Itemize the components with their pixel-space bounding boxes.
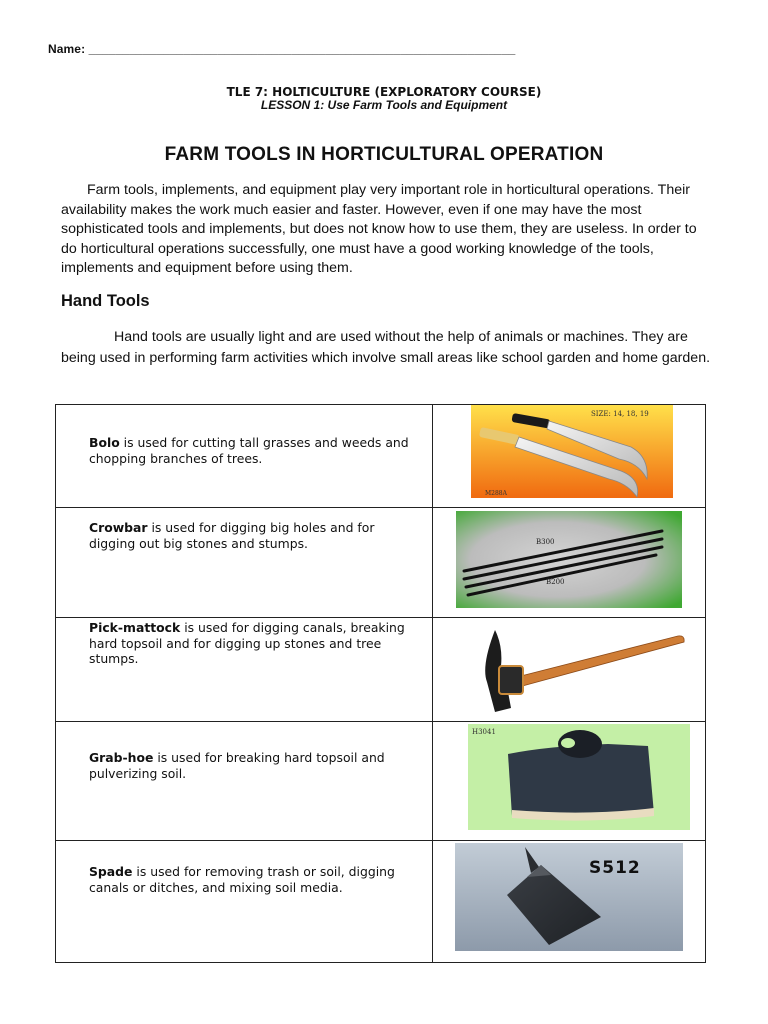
code-label: B300 [535,538,555,546]
table-row [56,618,706,722]
tool-use-text: is used for breaking hard topsoil and pulverizing soil. [89,750,385,781]
tool-use-text: is used for digging big holes and for digging out big stones and stumps. [89,520,375,551]
code-label: B200 [545,578,565,586]
tool-use-text: is used for cutting tall grasses and weeds and chopping branches of trees. [89,435,409,466]
pick-mattock-icon [485,630,684,712]
section-paragraph-hand-tools [61,327,711,368]
spade-image [455,843,683,951]
table-row [56,508,706,618]
grab-hoe-image [468,724,690,830]
tool-use-text: is used for removing trash or soil, digging canals or ditches, and mixing soil media. [89,864,395,895]
tool-description [89,620,422,667]
tool-description [89,750,422,781]
tool-name: Bolo [89,435,120,450]
intro-paragraph [61,181,711,279]
tool-description-cell [56,841,433,963]
intro-text: Farm tools, implements, and equipment play very important role in horticultural operations. Their availability makes the work much easier and faster. However, even if one may have the most sophisticated tools and implements, but does not know how to use them, they are useless. In order to do horticultural operations successfully, one must have a good working knowledge of the tools, implements and equipment before using them. [61,182,697,276]
tool-name: Crowbar [89,520,148,535]
table-row [56,405,706,508]
tool-name: Pick-mattock [89,620,181,635]
tool-image-cell [432,405,706,508]
tool-description [89,864,422,895]
tool-description-cell [56,508,433,618]
pick-mattock-image [473,626,693,716]
tools-table [55,404,706,963]
lesson-title: LESSON 1: Use Farm Tools and Equipment [260,98,508,112]
name-field-label: Name: _______________________________________________________________ [48,42,516,56]
code-label: H3041 [471,728,496,736]
page-title: FARM TOOLS IN HORTICULTURAL OPERATION [164,144,604,165]
image-background [471,405,673,498]
bolo-image [471,405,673,498]
tool-image-cell [432,841,706,963]
tool-description-cell [56,722,433,841]
section-heading-hand-tools: Hand Tools [61,292,150,310]
crowbar-image [456,511,682,608]
tool-description-cell [56,618,433,722]
tool-use-text: is used for digging canals, breaking hard topsoil and for digging up stones and tree stumps. [89,620,405,666]
image-background [456,511,682,608]
tool-name: Spade [89,864,133,879]
course-title: TLE 7: HOLTICULTURE (EXPLORATORY COURSE) [226,85,542,99]
tool-name: Grab-hoe [89,750,154,765]
code-label: S512 [588,858,641,878]
tool-description [89,435,422,466]
tool-image-cell [432,722,706,841]
tool-description-cell [56,405,433,508]
table-row [56,841,706,963]
tool-image-cell [432,618,706,722]
table-row [56,722,706,841]
size-label: SIZE: 14, 18, 19 [590,410,649,418]
tool-description [89,520,422,551]
tool-image-cell [432,508,706,618]
section-text: Hand tools are usually light and are used without the help of animals or machines. They are being used in performing farm activities which involve small areas like school garden and home garden. [61,329,711,366]
code-label: M288A [484,490,507,497]
